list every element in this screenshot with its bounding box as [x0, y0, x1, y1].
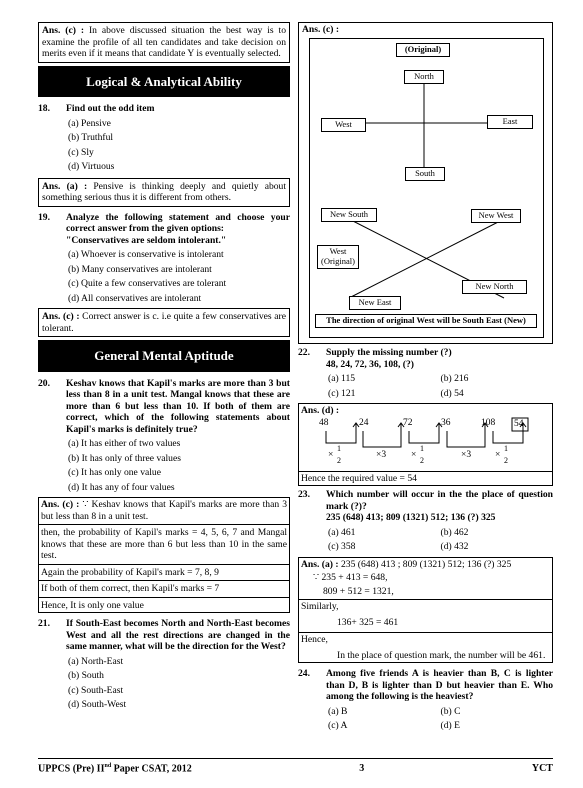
- answer-box: Ans. (c) : ∵ Keshav knows that Kapil's marks are more than 3 but less than 8 in a unit test. then, the probability of Kapil's marks = 4, 5, 6, 7 and Mangal knows that these are more than 6 but less than 10 in the same test. Again the probability of Kapil's mark = 7, 8, 9 If both of them correct, then Kapil's marks = 7 Hence, It is only one value: [38, 497, 290, 613]
- question-21: 21. If South-East becomes North and North-East becomes West and all the rest directions are changed in the same manner, what will be the direction for the West?: [38, 618, 290, 653]
- question-23: 23. Which number will occur in the the place of question mark (?)? 235 (648) 413; 809 (1321) 512; 136 (?) 325: [298, 489, 553, 523]
- options: (a) 461 (b) 462 (c) 358 (d) 432: [328, 526, 469, 552]
- option: (d) South-West: [68, 699, 127, 711]
- option: (d) All conservatives are intolerant: [68, 292, 202, 304]
- option: (d) It has any of four values: [68, 481, 175, 493]
- option: (b) It has only of three values: [68, 452, 181, 464]
- footer-title: UPPCS (Pre) IInd Paper CSAT, 2012: [38, 763, 192, 775]
- publisher: YCT: [531, 763, 553, 774]
- question-22: 22. Supply the missing number (?) 48, 24, 72, 36, 108, (?): [298, 347, 452, 370]
- options: (a) B (b) C (c) A (d) E: [328, 705, 461, 731]
- new-south-label: New South: [321, 208, 377, 222]
- question-24: 24. Among five friends A is heavier than B, C is lighter than D, B is lighter than D but heavier than E. Who among the following is the heaviest?: [298, 668, 553, 702]
- section-heading: General Mental Aptitude: [38, 340, 290, 372]
- answer-box: Ans. (a) : 235 (648) 413 ; 809 (1321) 512; 136 (?) 325 ∵ 235 + 413 = 648, 809 + 512 = 1321, Similarly, 136+ 325 = 461 Hence, In the place of question mark, the number will be 461.: [298, 557, 553, 664]
- answer-box: Ans. (c) : In above discussed situation the best way is to examine the profile of all ten candidates and take decision on merits even if it means that candidate Y is eventually selected.: [38, 22, 290, 63]
- north-label: North: [404, 70, 444, 84]
- original-label: (Original): [396, 43, 450, 57]
- west-original-label: West (Original): [317, 245, 359, 269]
- option: (c) It has only one value: [68, 467, 161, 479]
- answer-box: Ans. (c) : Correct answer is c. i.e quite a few conservatives are tolerant.: [38, 308, 290, 337]
- section-heading: Logical & Analytical Ability: [38, 66, 290, 98]
- option: (a) North-East: [68, 655, 124, 667]
- options: (a) 115 (b) 216 (c) 121 (d) 54: [328, 373, 469, 399]
- option: (a) Pensive: [68, 117, 111, 129]
- page-footer: [38, 758, 553, 775]
- option: (d) Virtuous: [68, 161, 115, 173]
- direction-answer-box: Ans. (c) : (Original) North West East South New South New West West (Original) New North New East The direction of original West will be South East (New): [298, 22, 553, 344]
- option: (c) South-East: [68, 684, 124, 696]
- question-20: 20. Keshav knows that Kapil's marks are more than 3 but less than 8 in a unit test. Mangal knows that these are more than 6 but less than 10. If both of them are correct, which of the following statements about Kapil's marks is definitely true?: [38, 377, 290, 435]
- question-19: 19. Analyze the following statement and choose your correct answer from the given options: "Conservatives are seldom intolerant.": [38, 211, 290, 246]
- option: (c) Quite a few conservatives are tolerant: [68, 278, 227, 290]
- left-column: [38, 22, 290, 711]
- new-west-label: New West: [471, 209, 521, 223]
- page-number: 3: [359, 763, 365, 774]
- west-label: West: [321, 118, 366, 132]
- right-column: [298, 22, 553, 732]
- south-label: South: [405, 167, 445, 181]
- option: (a) It has either of two values: [68, 438, 181, 450]
- answer-box: Ans. (d) : 48 24 72 36 108 54 × 1 2 ×3 × 1 2 ×3 × 1 2 Hence the required value = 54: [298, 403, 553, 486]
- new-east-label: New East: [349, 296, 401, 310]
- option: (a) Whoever is conservative is intolerant: [68, 249, 224, 261]
- new-north-label: New North: [462, 280, 527, 294]
- option: (b) Many conservatives are intolerant: [68, 263, 212, 275]
- option: (b) Truthful: [68, 132, 114, 144]
- diagram-caption: The direction of original West will be South East (New): [315, 314, 537, 328]
- option: (c) Sly: [68, 146, 94, 158]
- answer-box: Ans. (a) : Pensive is thinking deeply and quietly about something serious thus it is different from others.: [38, 178, 290, 207]
- question-18: 18. Find out the odd item: [38, 103, 155, 115]
- option: (b) South: [68, 670, 104, 682]
- number-sequence: 48 24 72 36 108 54 × 1 2 ×3 × 1 2 ×3 × 1 2: [301, 417, 550, 471]
- east-label: East: [487, 115, 533, 129]
